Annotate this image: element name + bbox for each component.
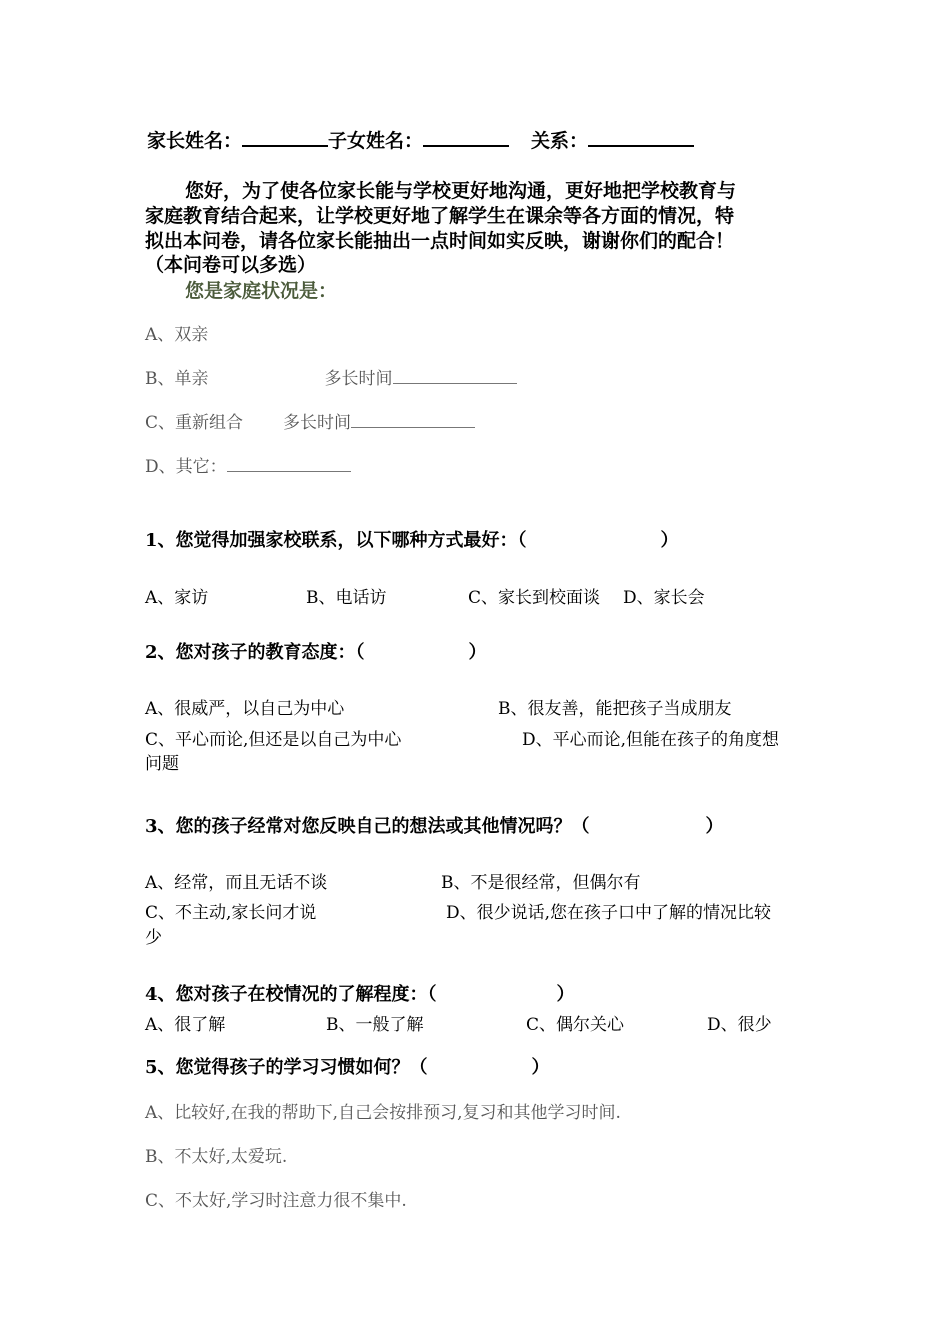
q2-option-d[interactable]: D、平心而论,但能在孩子的角度想: [522, 730, 780, 750]
child-name-field[interactable]: [423, 127, 509, 147]
q4-text: 4、您对孩子在校情况的了解程度：（: [145, 984, 437, 1005]
q2-option-c[interactable]: C、平心而论,但还是以自己为中心: [145, 730, 402, 750]
q1-option-b[interactable]: B、电话访: [306, 588, 387, 608]
parent-name-label: 家长姓名：: [147, 130, 243, 152]
family-option-c: [145, 408, 475, 433]
q5-option-b[interactable]: B、不太好,太爱玩.: [145, 1147, 288, 1167]
q3-close: ）: [705, 816, 724, 837]
family-option-b-duration-field[interactable]: [393, 367, 517, 384]
family-option-d-field[interactable]: [227, 455, 351, 472]
q5-question: [145, 1053, 550, 1079]
q3-option-a[interactable]: A、经常，而且无话不谈: [145, 873, 328, 893]
family-option-b-label[interactable]: B、单亲: [145, 369, 209, 389]
q2-close: ）: [468, 642, 487, 663]
q1-close: ）: [660, 530, 679, 551]
q1-option-c[interactable]: C、家长到校面谈: [468, 588, 601, 608]
q1-question: [145, 526, 679, 552]
q2-option-a[interactable]: A、很威严，以自己为中心: [145, 699, 345, 719]
q5-close: ）: [531, 1057, 550, 1078]
q2-text: 2、您对孩子的教育态度：（: [145, 642, 365, 663]
family-option-a[interactable]: A、双亲: [145, 325, 209, 345]
family-option-d: [145, 452, 351, 477]
family-option-c-duration-label: 多长时间: [283, 413, 352, 433]
family-option-c-duration-field[interactable]: [351, 411, 475, 428]
q1-text: 1、您觉得加强家校联系，以下哪种方式最好：（: [145, 530, 527, 551]
q2-option-b[interactable]: B、很友善，能把孩子当成朋友: [498, 699, 732, 719]
intro-line-4: （本问卷可以多选）: [145, 254, 317, 276]
intro-line-3: 拟出本问卷，请各位家长能抽出一点时间如实反映，谢谢你们的配合！: [145, 230, 735, 252]
relation-label: 关系：: [531, 130, 589, 152]
q3-option-d[interactable]: D、很少说话,您在孩子口中了解的情况比较: [446, 903, 772, 923]
relation-field[interactable]: [588, 127, 694, 147]
q3-option-b[interactable]: B、不是很经常，但偶尔有: [441, 873, 641, 893]
q1-option-d[interactable]: D、家长会: [623, 588, 705, 608]
q1-option-a[interactable]: A、家访: [145, 588, 209, 608]
intro-line-2: 家庭教育结合起来，让学校更好地了解学生在课余等各方面的情况，特: [145, 205, 735, 227]
family-question: 您是家庭状况是：: [185, 280, 338, 302]
q3-question: [145, 812, 724, 838]
q3-option-d-continued: 少: [145, 928, 162, 948]
q5-option-c[interactable]: C、不太好,学习时注意力很不集中.: [145, 1191, 407, 1211]
q4-option-b[interactable]: B、一般了解: [326, 1015, 424, 1035]
q3-text: 3、您的孩子经常对您反映自己的想法或其他情况吗？（: [145, 816, 590, 837]
q4-question: [145, 980, 575, 1006]
family-option-b-duration-label: 多长时间: [324, 369, 393, 389]
q5-option-a[interactable]: A、比较好,在我的帮助下,自己会按排预习,复习和其他学习时间.: [145, 1103, 621, 1123]
header-line: [147, 126, 694, 153]
intro-line-1: 您好，为了使各位家长能与学校更好地沟通，更好地把学校教育与: [185, 180, 737, 202]
q2-question: [145, 638, 487, 664]
q2-option-d-continued: 问题: [145, 754, 179, 774]
family-option-b: [145, 364, 517, 389]
parent-name-field[interactable]: [242, 127, 328, 147]
q4-close: ）: [556, 984, 575, 1005]
q4-option-d[interactable]: D、很少: [707, 1015, 772, 1035]
family-option-d-label[interactable]: D、其它：: [145, 457, 227, 477]
family-option-c-label[interactable]: C、重新组合: [145, 413, 244, 433]
q3-option-c[interactable]: C、不主动,家长问才说: [145, 903, 317, 923]
q4-option-a[interactable]: A、很了解: [145, 1015, 226, 1035]
q5-text: 5、您觉得孩子的学习习惯如何？（: [145, 1057, 428, 1078]
child-name-label: 子女姓名：: [328, 130, 424, 152]
q4-option-c[interactable]: C、偶尔关心: [526, 1015, 625, 1035]
